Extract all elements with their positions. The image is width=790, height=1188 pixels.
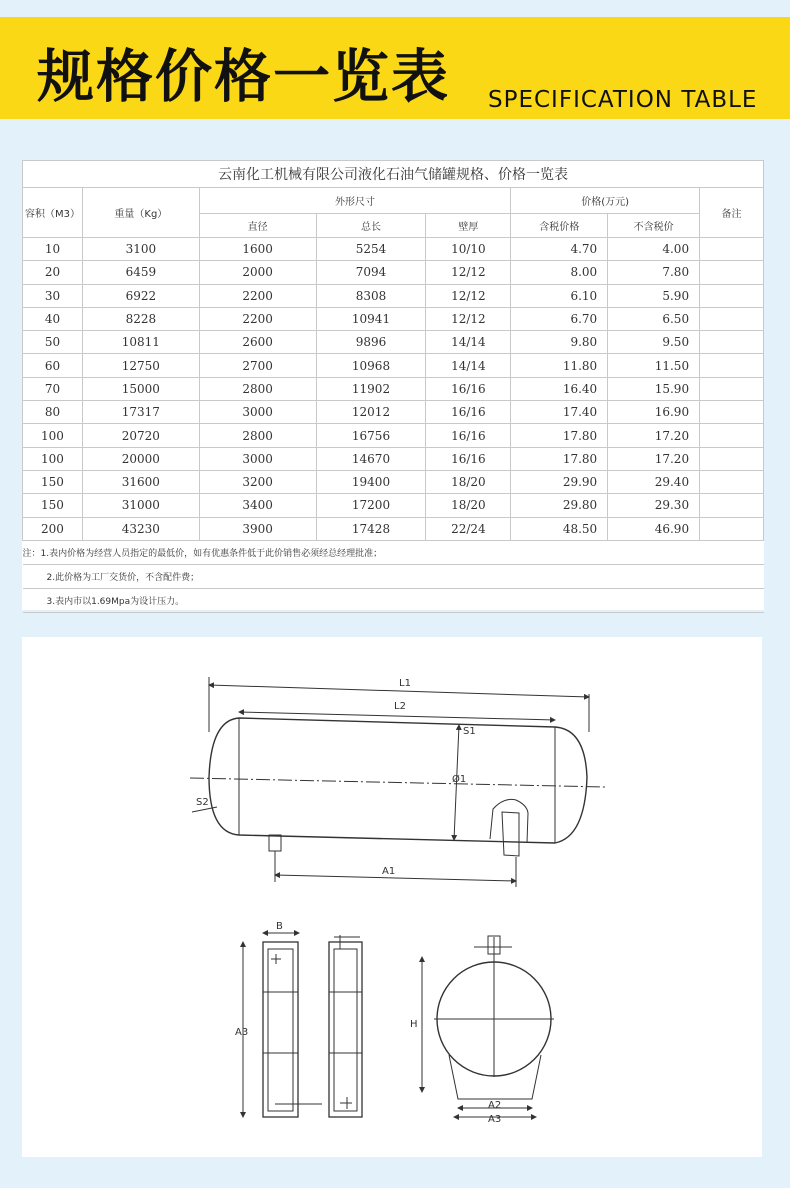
cell-remark [700, 377, 764, 400]
cell-diameter: 3000 [199, 447, 316, 470]
cell-length: 12012 [316, 401, 426, 424]
cell-weight: 12750 [82, 354, 199, 377]
cell-price-tax: 9.80 [511, 331, 608, 354]
tank-drawing-panel [22, 637, 762, 1157]
header-price-tax: 含税价格 [511, 214, 608, 238]
table-row [23, 238, 764, 261]
cell-length: 14670 [316, 447, 426, 470]
cell-diameter: 2000 [199, 261, 316, 284]
cell-volume: 50 [23, 331, 83, 354]
cell-length: 9896 [316, 331, 426, 354]
cell-volume: 150 [23, 470, 83, 493]
note-cell [23, 588, 764, 612]
table-row [23, 401, 764, 424]
cell-remark [700, 424, 764, 447]
header-volume: 容积（M3） [23, 188, 83, 238]
cell-thickness: 16/16 [426, 401, 511, 424]
label-a3-side: A3 [235, 1027, 249, 1038]
cell-price-notax: 7.80 [608, 261, 700, 284]
cell-remark [700, 261, 764, 284]
cell-weight: 15000 [82, 377, 199, 400]
cell-weight: 31600 [82, 470, 199, 493]
cell-weight: 6459 [82, 261, 199, 284]
cell-diameter: 3900 [199, 517, 316, 540]
cell-weight: 6922 [82, 284, 199, 307]
cell-remark [700, 238, 764, 261]
cell-length: 10968 [316, 354, 426, 377]
note-text: 2.此价格为工厂交货价，不含配件费； [46, 572, 200, 583]
cell-price-tax: 4.70 [511, 238, 608, 261]
cell-thickness: 22/24 [426, 517, 511, 540]
note-cell [23, 564, 764, 588]
cell-diameter: 2700 [199, 354, 316, 377]
label-b: B [276, 921, 283, 932]
cell-thickness: 14/14 [426, 354, 511, 377]
cell-price-notax: 29.30 [608, 494, 700, 517]
header-price-notax: 不含税价 [608, 214, 700, 238]
cell-diameter: 3200 [199, 470, 316, 493]
cell-price-notax: 4.00 [608, 238, 700, 261]
cell-thickness: 14/14 [426, 331, 511, 354]
label-d1: Ø1 [452, 774, 467, 785]
cell-thickness: 12/12 [426, 261, 511, 284]
label-h: H [410, 1019, 418, 1030]
cell-price-notax: 15.90 [608, 377, 700, 400]
front-view [422, 936, 554, 1117]
cell-thickness: 18/20 [426, 494, 511, 517]
spec-table-panel [22, 160, 764, 610]
cell-volume: 10 [23, 238, 83, 261]
cell-remark [700, 517, 764, 540]
cell-volume: 80 [23, 401, 83, 424]
cell-price-tax: 29.90 [511, 470, 608, 493]
cell-volume: 70 [23, 377, 83, 400]
header-remark: 备注 [700, 188, 764, 238]
cell-price-notax: 11.50 [608, 354, 700, 377]
spec-price-table [22, 160, 764, 613]
cell-length: 17200 [316, 494, 426, 517]
cell-thickness: 10/10 [426, 238, 511, 261]
cell-price-notax: 17.20 [608, 447, 700, 470]
cell-price-notax: 9.50 [608, 331, 700, 354]
table-row [23, 284, 764, 307]
label-l2: L2 [394, 701, 406, 712]
cell-price-notax: 46.90 [608, 517, 700, 540]
cell-weight: 3100 [82, 238, 199, 261]
note-row [23, 564, 764, 588]
note-text: 注：1.表内价格为经营人员指定的最低价，如有优惠条件低于此价销售必须经总经理批准； [22, 548, 383, 559]
cell-length: 17428 [316, 517, 426, 540]
table-row [23, 494, 764, 517]
cell-weight: 10811 [82, 331, 199, 354]
header-price: 价格(万元) [511, 188, 700, 214]
header-diameter: 直径 [199, 214, 316, 238]
cell-volume: 200 [23, 517, 83, 540]
cell-volume: 30 [23, 284, 83, 307]
cell-diameter: 2600 [199, 331, 316, 354]
cell-volume: 100 [23, 447, 83, 470]
label-a2: A2 [488, 1100, 502, 1111]
cell-remark [700, 354, 764, 377]
table-row [23, 377, 764, 400]
cell-diameter: 3000 [199, 401, 316, 424]
cell-length: 5254 [316, 238, 426, 261]
cell-length: 11902 [316, 377, 426, 400]
cell-price-notax: 29.40 [608, 470, 700, 493]
cell-volume: 60 [23, 354, 83, 377]
header-row-1 [23, 188, 764, 214]
cell-diameter: 2200 [199, 307, 316, 330]
cell-thickness: 16/16 [426, 447, 511, 470]
note-row [23, 588, 764, 612]
cell-weight: 20720 [82, 424, 199, 447]
note-cell [23, 540, 764, 564]
cell-thickness: 18/20 [426, 470, 511, 493]
cell-price-tax: 17.40 [511, 401, 608, 424]
cell-price-tax: 8.00 [511, 261, 608, 284]
cell-weight: 17317 [82, 401, 199, 424]
cell-price-tax: 6.10 [511, 284, 608, 307]
table-row [23, 424, 764, 447]
cell-diameter: 2200 [199, 284, 316, 307]
cell-price-notax: 17.20 [608, 424, 700, 447]
table-row [23, 470, 764, 493]
cell-price-notax: 16.90 [608, 401, 700, 424]
tank-technical-drawing [22, 637, 762, 1157]
cell-weight: 20000 [82, 447, 199, 470]
cell-remark [700, 494, 764, 517]
cell-remark [700, 307, 764, 330]
cell-length: 19400 [316, 470, 426, 493]
cell-diameter: 3400 [199, 494, 316, 517]
cell-price-tax: 6.70 [511, 307, 608, 330]
cell-volume: 20 [23, 261, 83, 284]
cell-thickness: 12/12 [426, 284, 511, 307]
table-row [23, 517, 764, 540]
cell-price-tax: 17.80 [511, 424, 608, 447]
cell-diameter: 2800 [199, 424, 316, 447]
note-row [23, 540, 764, 564]
cell-thickness: 12/12 [426, 307, 511, 330]
table-row [23, 307, 764, 330]
cell-thickness: 16/16 [426, 424, 511, 447]
cell-volume: 100 [23, 424, 83, 447]
cell-thickness: 16/16 [426, 377, 511, 400]
note-text: 3.表内市以1.69Mpa为设计压力。 [46, 596, 185, 607]
cell-remark [700, 447, 764, 470]
cell-length: 8308 [316, 284, 426, 307]
cell-price-tax: 29.80 [511, 494, 608, 517]
header-length: 总长 [316, 214, 426, 238]
table-row [23, 447, 764, 470]
header-banner [0, 17, 790, 119]
cell-weight: 43230 [82, 517, 199, 540]
table-row [23, 331, 764, 354]
cell-volume: 150 [23, 494, 83, 517]
cell-price-tax: 11.80 [511, 354, 608, 377]
cell-diameter: 1600 [199, 238, 316, 261]
cell-length: 10941 [316, 307, 426, 330]
cell-remark [700, 470, 764, 493]
cell-price-notax: 5.90 [608, 284, 700, 307]
cell-remark [700, 401, 764, 424]
cell-price-tax: 17.80 [511, 447, 608, 470]
table-caption: 云南化工机械有限公司液化石油气储罐规格、价格一览表 [23, 161, 764, 188]
label-a1: A1 [382, 866, 396, 877]
table-row [23, 354, 764, 377]
table-caption-row [23, 161, 764, 188]
header-weight: 重量（Kg） [82, 188, 199, 238]
label-s2: S2 [196, 797, 209, 808]
cell-volume: 40 [23, 307, 83, 330]
header-dimensions: 外形尺寸 [199, 188, 511, 214]
cell-remark [700, 284, 764, 307]
cell-remark [700, 331, 764, 354]
cell-weight: 31000 [82, 494, 199, 517]
header-thickness: 壁厚 [426, 214, 511, 238]
cell-weight: 8228 [82, 307, 199, 330]
label-s1: S1 [463, 726, 476, 737]
label-a3-bottom: A3 [488, 1114, 502, 1125]
page-title: 规格价格一览表 [37, 44, 450, 110]
cell-length: 16756 [316, 424, 426, 447]
cell-diameter: 2800 [199, 377, 316, 400]
page-subtitle: SPECIFICATION TABLE [488, 87, 758, 113]
cell-length: 7094 [316, 261, 426, 284]
cell-price-tax: 48.50 [511, 517, 608, 540]
cell-price-tax: 16.40 [511, 377, 608, 400]
cell-price-notax: 6.50 [608, 307, 700, 330]
table-row [23, 261, 764, 284]
end-view-a [243, 933, 322, 1117]
end-view-b [329, 935, 362, 1117]
label-l1: L1 [399, 678, 411, 689]
